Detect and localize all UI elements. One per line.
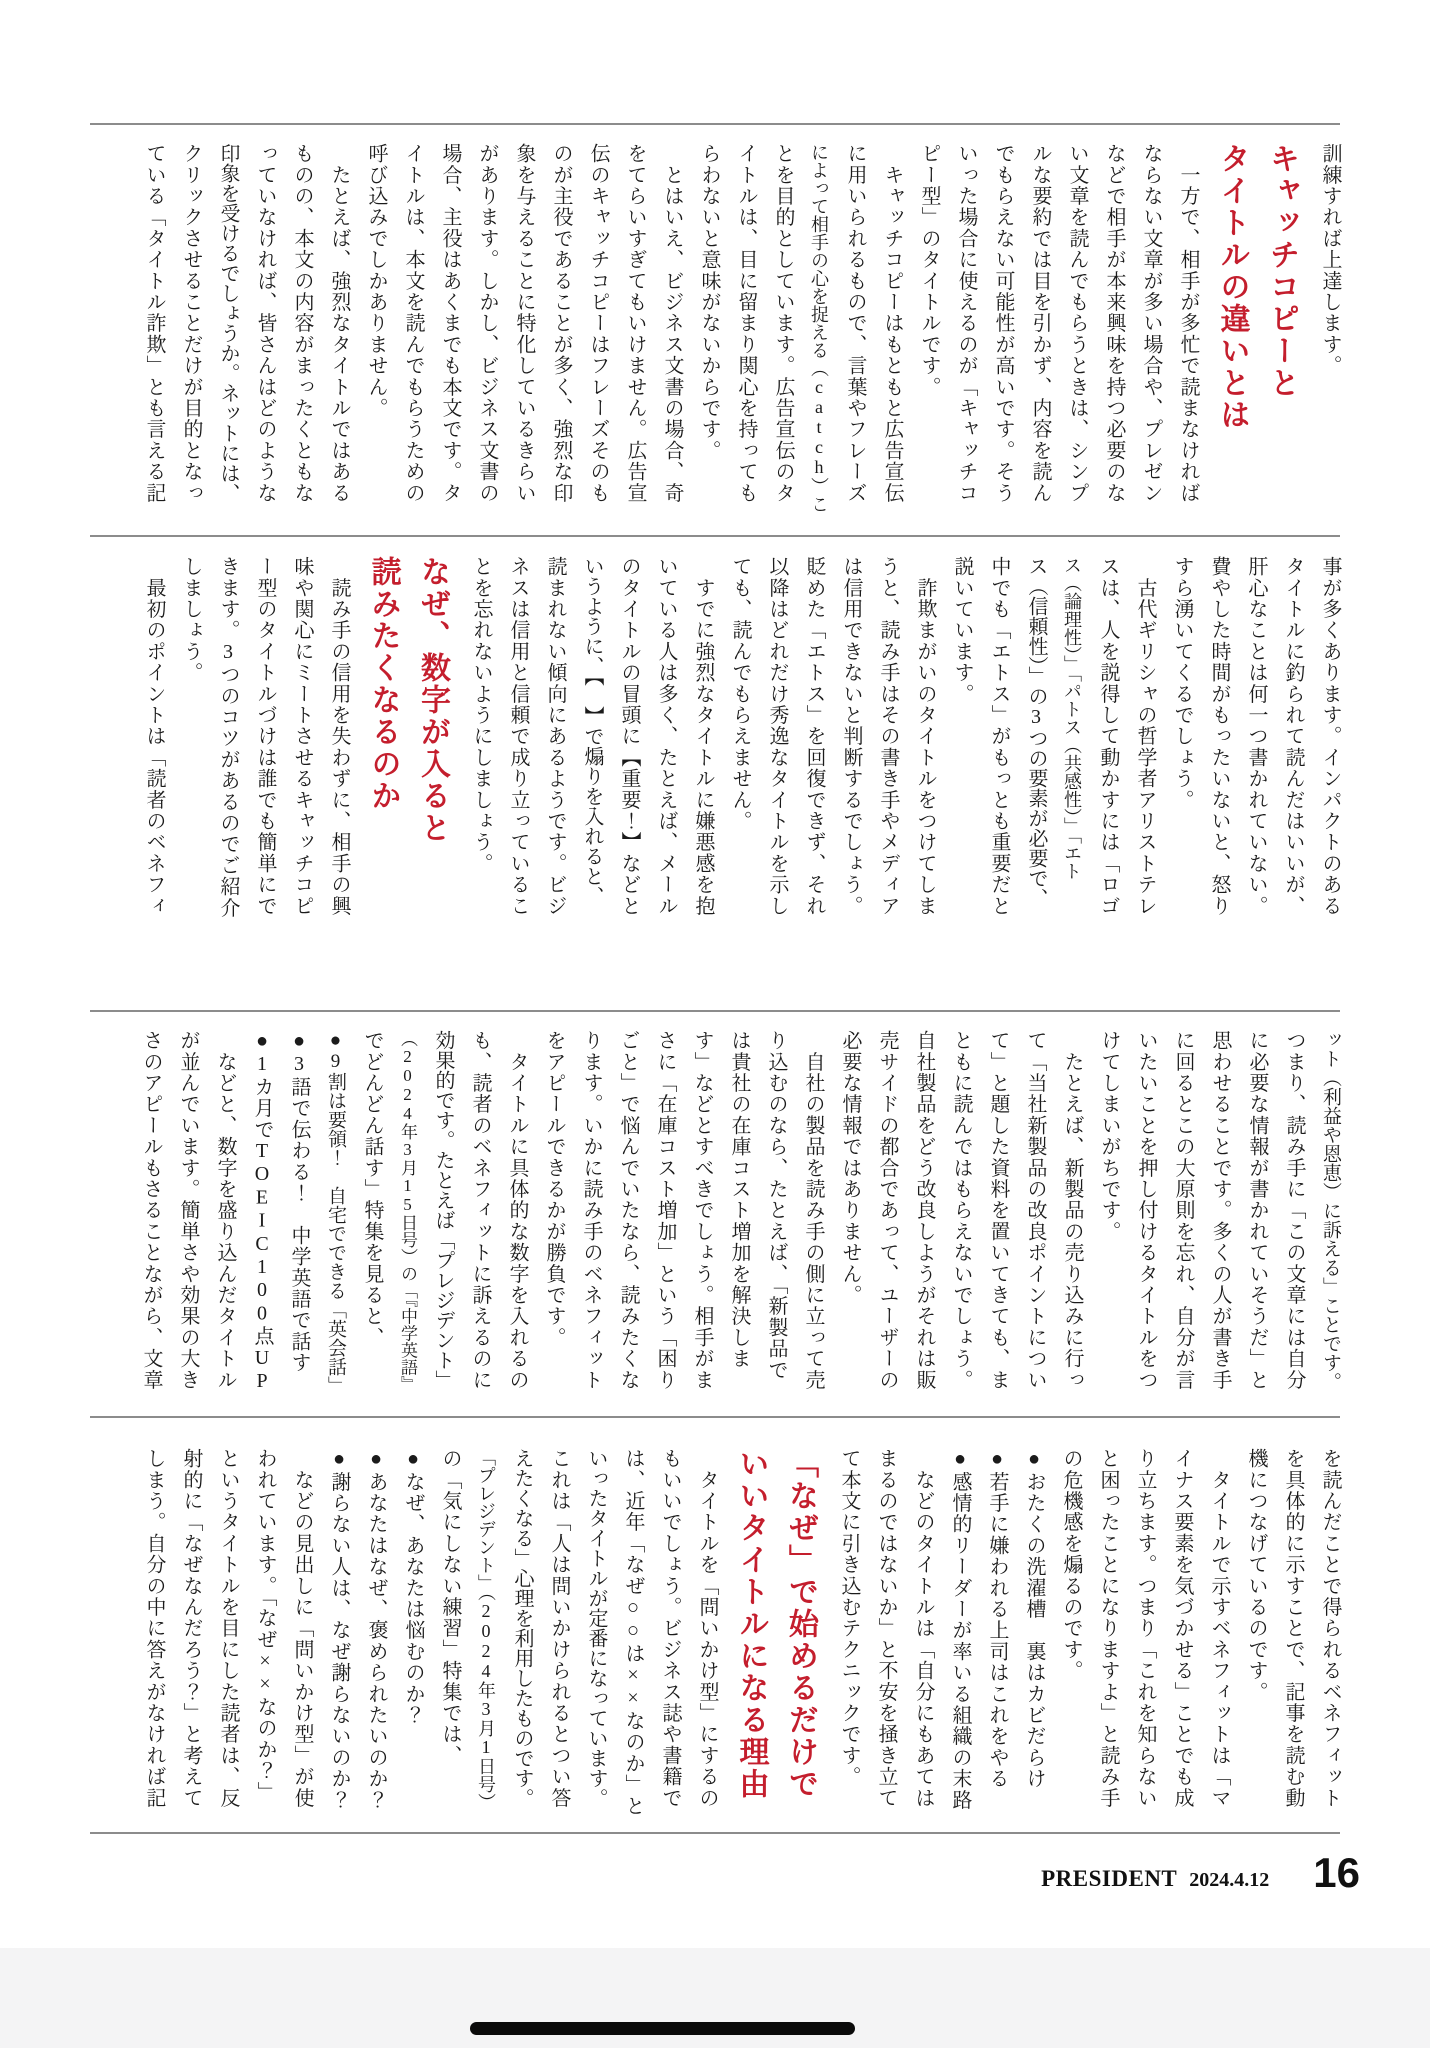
text-column: とを忘れないようにしましょう。 — [470, 556, 492, 874]
text-column: たとえば、強烈なタイトルではある — [328, 143, 350, 504]
text-column: によって相手の心を捉える（catch）こ — [809, 143, 829, 513]
text-column: たとえば、新製品の売り込みに行っ — [1061, 1030, 1083, 1391]
text-column: イトルは、目に留まり関心を持っても — [735, 143, 757, 504]
text-column: 肝心なことは何一つ書かれていない。 — [1245, 556, 1267, 917]
text-column: タイトルで示すベネフィットは「マ — [1208, 1448, 1230, 1809]
text-column: いったタイトルが定番になっています。 — [585, 1448, 607, 1808]
text-column: て」と題した資料を置いてきても、ま — [987, 1030, 1009, 1391]
text-column: などのタイトルは「自分にもあては — [912, 1448, 934, 1809]
text-column: 伝のキャッチコピーはフレーズそのも — [587, 143, 609, 504]
text-column: ス（論理性）」「パトス（共感性）」「エト — [1062, 556, 1082, 880]
text-column: しましょう。 — [180, 556, 202, 684]
text-column: イナス要素を気づかせる」ことでも成 — [1171, 1448, 1193, 1809]
text-column: 以降はどれだけ秀逸なタイトルを示し — [766, 556, 788, 917]
text-column: 思わせることです。多くの人が書き手 — [1209, 1030, 1231, 1391]
text-column: ー型のタイトルづけは誰でも簡単にで — [254, 556, 276, 917]
section-divider — [90, 123, 1340, 125]
text-column: 貶めた「エトス」を回復できず、それ — [803, 556, 825, 917]
text-column: て「当社新製品の改良ポイントについ — [1024, 1030, 1046, 1391]
text-column: 事が多くあります。インパクトのある — [1319, 556, 1341, 917]
section-divider — [90, 1416, 1340, 1418]
text-column: えたくなる」心理を利用したものです。 — [511, 1448, 533, 1808]
bullet-text-column: ●感情的リーダーが率いる組織の末路 — [949, 1448, 971, 1811]
text-column: があります。しかし、ビジネス文書の — [476, 143, 498, 504]
page-number: 16 — [1313, 1849, 1360, 1896]
text-column: は信用できないと判断するでしょう。 — [840, 556, 862, 917]
text-column: も、読者のベネフィットに訴えるのに — [469, 1030, 491, 1391]
text-column: などで相手が本来興味を持つ必要のな — [1103, 143, 1125, 504]
heading-line: 「なぜ」で始めるだけで — [784, 1448, 817, 1800]
text-column: 訓練すれば上達します。 — [1319, 143, 1341, 377]
text-column: 詐欺まがいのタイトルをつけてしま — [914, 556, 936, 917]
article-band-2 — [90, 556, 1340, 928]
text-column: ります。いかに読み手のベネフィット — [580, 1030, 602, 1391]
section-divider — [90, 1832, 1340, 1834]
heading-line: いいタイトルになる理由 — [734, 1448, 768, 1800]
text-column: り込むのなら、たとえば、「新製品で — [765, 1030, 787, 1381]
text-column: われています。「なぜ××なのか？」 — [254, 1448, 276, 1803]
text-column: いたいことを押し付けるタイトルをつ — [1135, 1030, 1157, 1391]
heading-line: なぜ、数字が入ると — [416, 556, 449, 844]
text-column: て本文に引き込むテクニックです。 — [838, 1448, 860, 1788]
text-column: 必要な情報ではありません。 — [839, 1030, 861, 1306]
text-column: に用いられるもので、言葉やフレーズ — [844, 143, 866, 504]
text-column: が並んでいます。簡単さや効果の大き — [177, 1030, 199, 1391]
section-divider — [90, 535, 1340, 537]
text-column: スは、人を説得して動かすには「ロゴ — [1097, 556, 1119, 917]
text-column: 機につなげているのです。 — [1245, 1448, 1267, 1703]
text-column: タイトルに具体的な数字を入れるの — [506, 1030, 528, 1391]
text-column: まるのではないか」と不安を掻き立て — [875, 1448, 897, 1809]
text-column: キャッチコピーはもともと広告宣伝 — [881, 143, 903, 504]
magazine-name: PRESIDENT — [1041, 1865, 1178, 1891]
text-column: いうように、【 】で煽りを入れると、 — [581, 556, 603, 906]
text-column: ット（利益や恩恵）に訴える」ことです。 — [1320, 1030, 1341, 1391]
text-column: すら湧いてくるでしょう。 — [1171, 556, 1193, 811]
bullet-text-column: ●1カ月でTOEIC100点UP — [251, 1030, 273, 1394]
bullet-text-column: ●9割は要領！ 自宅でできる「英会話」 — [325, 1030, 346, 1395]
section-heading — [729, 1448, 822, 1820]
text-column: 「プレジデント」（2024年3月1日号） — [476, 1448, 496, 1811]
text-column: ごと」で悩んでいたなら、読みたくな — [617, 1030, 639, 1391]
text-column: 象を与えることに特化しているきらい — [513, 143, 535, 504]
text-column: い文章を読んでもらうときは、シンプ — [1066, 143, 1088, 504]
text-column: ス（信頼性）」の3つの要素が必要で、 — [1025, 556, 1047, 908]
heading-line: タイトルの違いとは — [1215, 143, 1249, 431]
text-column: ても、読んでもらえません。 — [729, 556, 751, 832]
text-column: ネスは信用と信頼で成り立っているこ — [507, 556, 529, 917]
article-band-1 — [90, 143, 1340, 515]
text-column: の「気にしない練習」特集では、 — [439, 1448, 461, 1766]
text-column: うと、読み手はその書き手やメディア — [877, 556, 899, 917]
section-heading — [1210, 143, 1303, 515]
bullet-text-column: ●謝らない人は、なぜ謝らないのか？ — [328, 1448, 350, 1811]
text-column: などの見出しに「問いかけ型」が使 — [291, 1448, 313, 1809]
text-column: を読んだことで得られるベネフィット — [1319, 1448, 1341, 1809]
text-column: 費やした時間がもったいないと、怒り — [1208, 556, 1230, 917]
text-column: 印象を受けるでしょうか。ネットには、 — [217, 143, 239, 503]
text-column: タイトルに釣られて読んだはいいが、 — [1282, 556, 1304, 917]
text-column: クリックさせることだけが目的となっ — [180, 143, 202, 504]
text-column: す」などとすべきでしょう。相手がま — [691, 1030, 713, 1391]
text-column: 自社製品をどう改良しようがそれは販 — [913, 1030, 935, 1391]
text-column: を具体的に示すことで、記事を読む動 — [1282, 1448, 1304, 1809]
text-column: しまう。自分の中に答えがなければ記 — [143, 1448, 165, 1809]
text-column: とはいえ、ビジネス文書の場合、奇 — [661, 143, 683, 504]
bullet-text-column: ●おたくの洗濯槽 裏はカビだらけ — [1023, 1448, 1045, 1790]
heading-line: キャッチコピーと — [1265, 143, 1298, 399]
text-column: でもらえない可能性が高いです。そう — [992, 143, 1014, 504]
home-indicator[interactable] — [470, 2022, 855, 2035]
text-column: に必要な情報が書かれていそうだ」と — [1246, 1030, 1268, 1391]
text-column: いている人は多く、たとえば、メール — [655, 556, 677, 917]
text-column: さのアピールもさることながら、文章 — [140, 1030, 162, 1391]
section-heading — [361, 556, 454, 928]
text-column: 自社の製品を読み手の側に立って売 — [802, 1030, 824, 1391]
text-column: これは「人は問いかけられるとつい答 — [548, 1448, 570, 1809]
text-column: っていなければ、皆さんはどのような — [254, 143, 276, 504]
text-column: 中でも「エトス」がもっとも重要だと — [988, 556, 1010, 917]
text-column: ピー型」のタイトルです。 — [918, 143, 940, 398]
bullet-text-column: ●あなたはなぜ、褒められたいのか？ — [365, 1448, 387, 1811]
text-column: イトルは、本文を読んでもらうための — [402, 143, 424, 504]
text-column: をアピールできるかが勝負です。 — [543, 1030, 565, 1348]
text-column: というタイトルを目にした読者は、反 — [217, 1448, 239, 1809]
text-column: 場合、主役はあくまでも本文です。タ — [439, 143, 461, 504]
text-column: タイトルを「問いかけ型」にするの — [696, 1448, 718, 1809]
text-column: 読まれない傾向にあるようです。ビジ — [544, 556, 566, 917]
text-column: 古代ギリシャの哲学者アリストテレ — [1134, 556, 1156, 917]
text-column: さに「在庫コスト増加」という「困り — [654, 1030, 676, 1391]
text-column: きます。3つのコツがあるのでご紹介 — [217, 556, 239, 919]
text-column: ならない文章が多い場合や、プレゼン — [1140, 143, 1162, 504]
text-column: 売サイドの都合であって、ユーザーの — [876, 1030, 898, 1391]
text-column: ものの、本文の内容がまったくともな — [291, 143, 313, 504]
text-column: をてらいすぎてもいけません。広告宣 — [624, 143, 646, 504]
text-column: でどんどん話す」特集を見ると、 — [361, 1030, 383, 1348]
text-column: 効果的です。たとえば「プレジデント」 — [432, 1030, 454, 1390]
text-column: けてしまいがちです。 — [1098, 1030, 1120, 1242]
text-column: のが主役であることが多く、強烈な印 — [550, 143, 572, 504]
text-column: 最初のポイントは「読者のベネフィ — [143, 556, 165, 917]
bullet-text-column: ●なぜ、あなたは悩むのか？ — [402, 1448, 424, 1726]
text-column: と困ったことになりますよ」と読み手 — [1097, 1448, 1119, 1809]
text-column: は、近年「なぜ○○は××なのか」と — [622, 1448, 644, 1817]
text-column: とを目的としています。広告宣伝のタ — [772, 143, 794, 504]
text-column: の危機感を煽るのです。 — [1060, 1448, 1082, 1682]
text-column: ている「タイトル詐欺」とも言える記 — [143, 143, 165, 504]
text-column: 呼び込みでしかありません。 — [365, 143, 387, 419]
text-column: らわないと意味がないからです。 — [698, 143, 720, 461]
footer — [1041, 1849, 1360, 1896]
article-band-3 — [90, 1030, 1340, 1402]
text-column: は貴社の在庫コスト増加を解決しま — [728, 1030, 750, 1370]
heading-line: 読みたくなるのか — [366, 556, 400, 812]
article-band-4 — [90, 1448, 1340, 1820]
text-column: ともに読んではもらえないでしょう。 — [950, 1030, 972, 1391]
text-column: つまり、読み手に「この文章には自分 — [1283, 1030, 1305, 1391]
text-column: り立ちます。つまり「これを知らない — [1134, 1448, 1156, 1809]
text-column: 説いています。 — [951, 556, 973, 705]
bullet-text-column: ●若手に嫌われる上司はこれをやる — [986, 1448, 1008, 1790]
text-column: いった場合に使えるのが「キャッチコ — [955, 143, 977, 504]
bullet-text-column: ●3語で伝わる！ 中学英語で話す — [288, 1030, 310, 1374]
text-column: 射的に「なぜなんだろう？」と考えて — [180, 1448, 202, 1809]
issue-date: 2024.4.12 — [1189, 1868, 1270, 1891]
text-column: （2024年3月15日号）の「『中学英語』 — [398, 1030, 417, 1393]
section-divider — [90, 1010, 1340, 1012]
text-column: ルな要約では目を引かず、内容を読ん — [1029, 143, 1051, 504]
text-column: のタイトルの冒頭に【重要！】などと — [618, 556, 640, 917]
text-column: 一方で、相手が多忙で読まなければ — [1177, 143, 1199, 504]
text-column: 読み手の信用を失わずに、相手の興 — [328, 556, 350, 917]
text-column: などと、数字を盛り込んだタイトル — [214, 1030, 236, 1391]
text-column: すでに強烈なタイトルに嫌悪感を抱 — [692, 556, 714, 917]
text-column: に回るとこの大原則を忘れ、自分が言 — [1172, 1030, 1194, 1391]
text-column: もいいでしょう。ビジネス誌や書籍で — [659, 1448, 681, 1809]
text-column: 味や関心にミートさせるキャッチコピ — [291, 556, 313, 917]
